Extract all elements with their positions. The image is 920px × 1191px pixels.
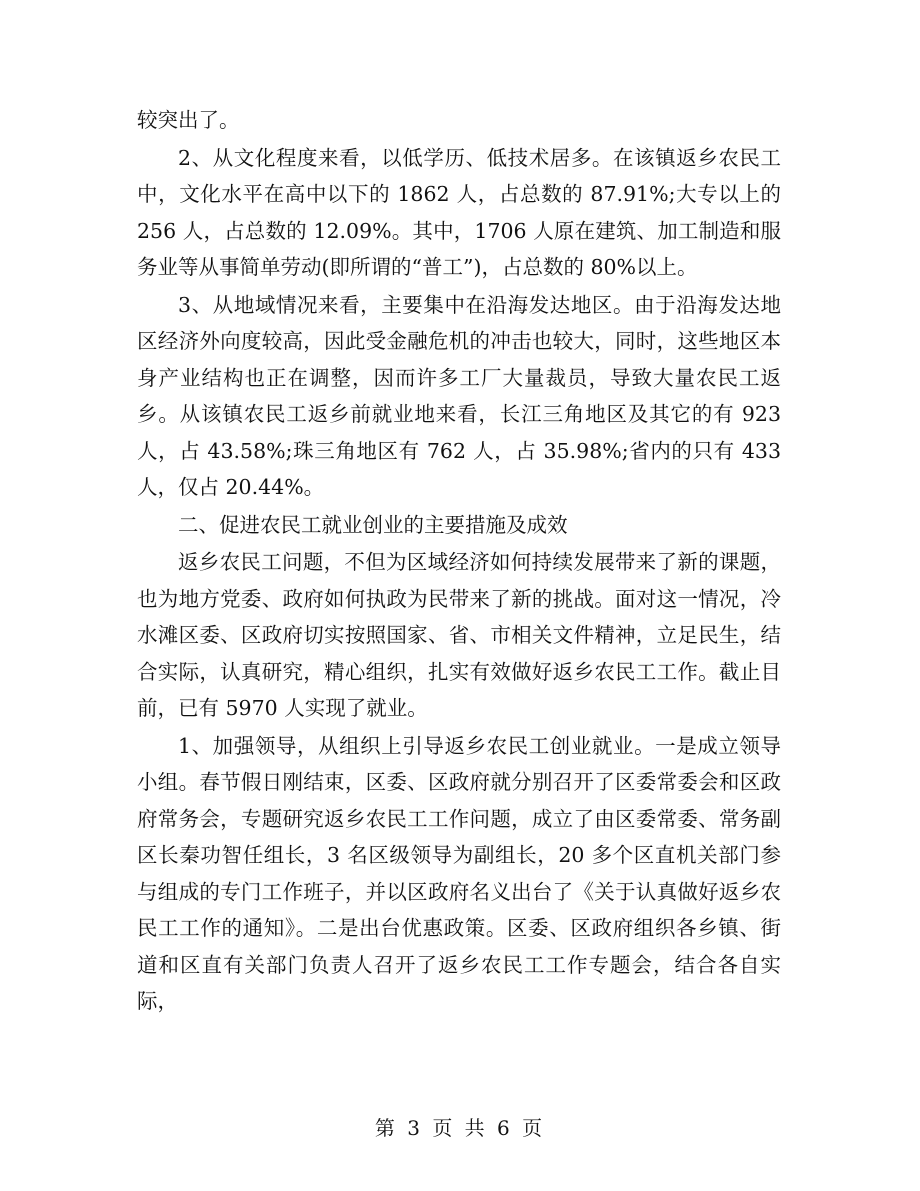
paragraph-education-level: 2、从文化程度来看，以低学历、低技术居多。在该镇返乡农民工中，文化水平在高中以下的 1862 人，占总数的 87.91%;大专以上的 256 人，占总数的 12.09%。其中，1706 人原在建筑、加工制造和服务业等从事简单劳动(即所谓的“普工”)，占总数的 80%以上。 <box>137 145 781 279</box>
paragraph-strengthen-leadership: 1、加强领导，从组织上引导返乡农民工创业就业。一是成立领导小组。春节假日刚结束，区委、区政府就分别召开了区委常委会和区政府常务会，专题研究返乡农民工工作问题，成立了由区委常委、常务副区长秦功智任组长，3 名区级领导为副组长，20 多个区直机关部门参与组成的专门工作班子，并以区政府名义出台了《关于认真做好返乡农民工工作的通知》。二是出台优惠政策。区委、区政府组织各乡镇、街道和区直有关部门负责人召开了返乡农民工工作专题会，结合各自实际， <box>137 733 781 1013</box>
paragraph-regional-distribution: 3、从地域情况来看，主要集中在沿海发达地区。由于沿海发达地区经济外向度较高，因此受金融危机的冲击也较大，同时，这些地区本身产业结构也正在调整，因而许多工厂大量裁员，导致大量农民工返乡。从该镇农民工返乡前就业地来看，长江三角地区及其它的有 923 人，占 43.58%;珠三角地区有 762 人，占 35.98%;省内的只有 433 人，仅占 20.44%。 <box>137 292 781 499</box>
paragraph-returning-workers-overview: 返乡农民工问题，不但为区域经济如何持续发展带来了新的课题，也为地方党委、政府如何执政为民带来了新的挑战。面对这一情况，冷水滩区委、区政府切实按照国家、省、市相关文件精神，立足民生，结合实际，认真研究，精心组织，扎实有效做好返乡农民工工作。截止目前，已有 5970 人实现了就业。 <box>137 550 781 720</box>
section-heading-measures: 二、促进农民工就业创业的主要措施及成效 <box>178 512 568 537</box>
document-body <box>137 102 781 1020</box>
paragraph-continuation: 较突出了。 <box>137 108 240 132</box>
page-number-footer: 第 3 页 共 6 页 <box>374 1116 546 1140</box>
